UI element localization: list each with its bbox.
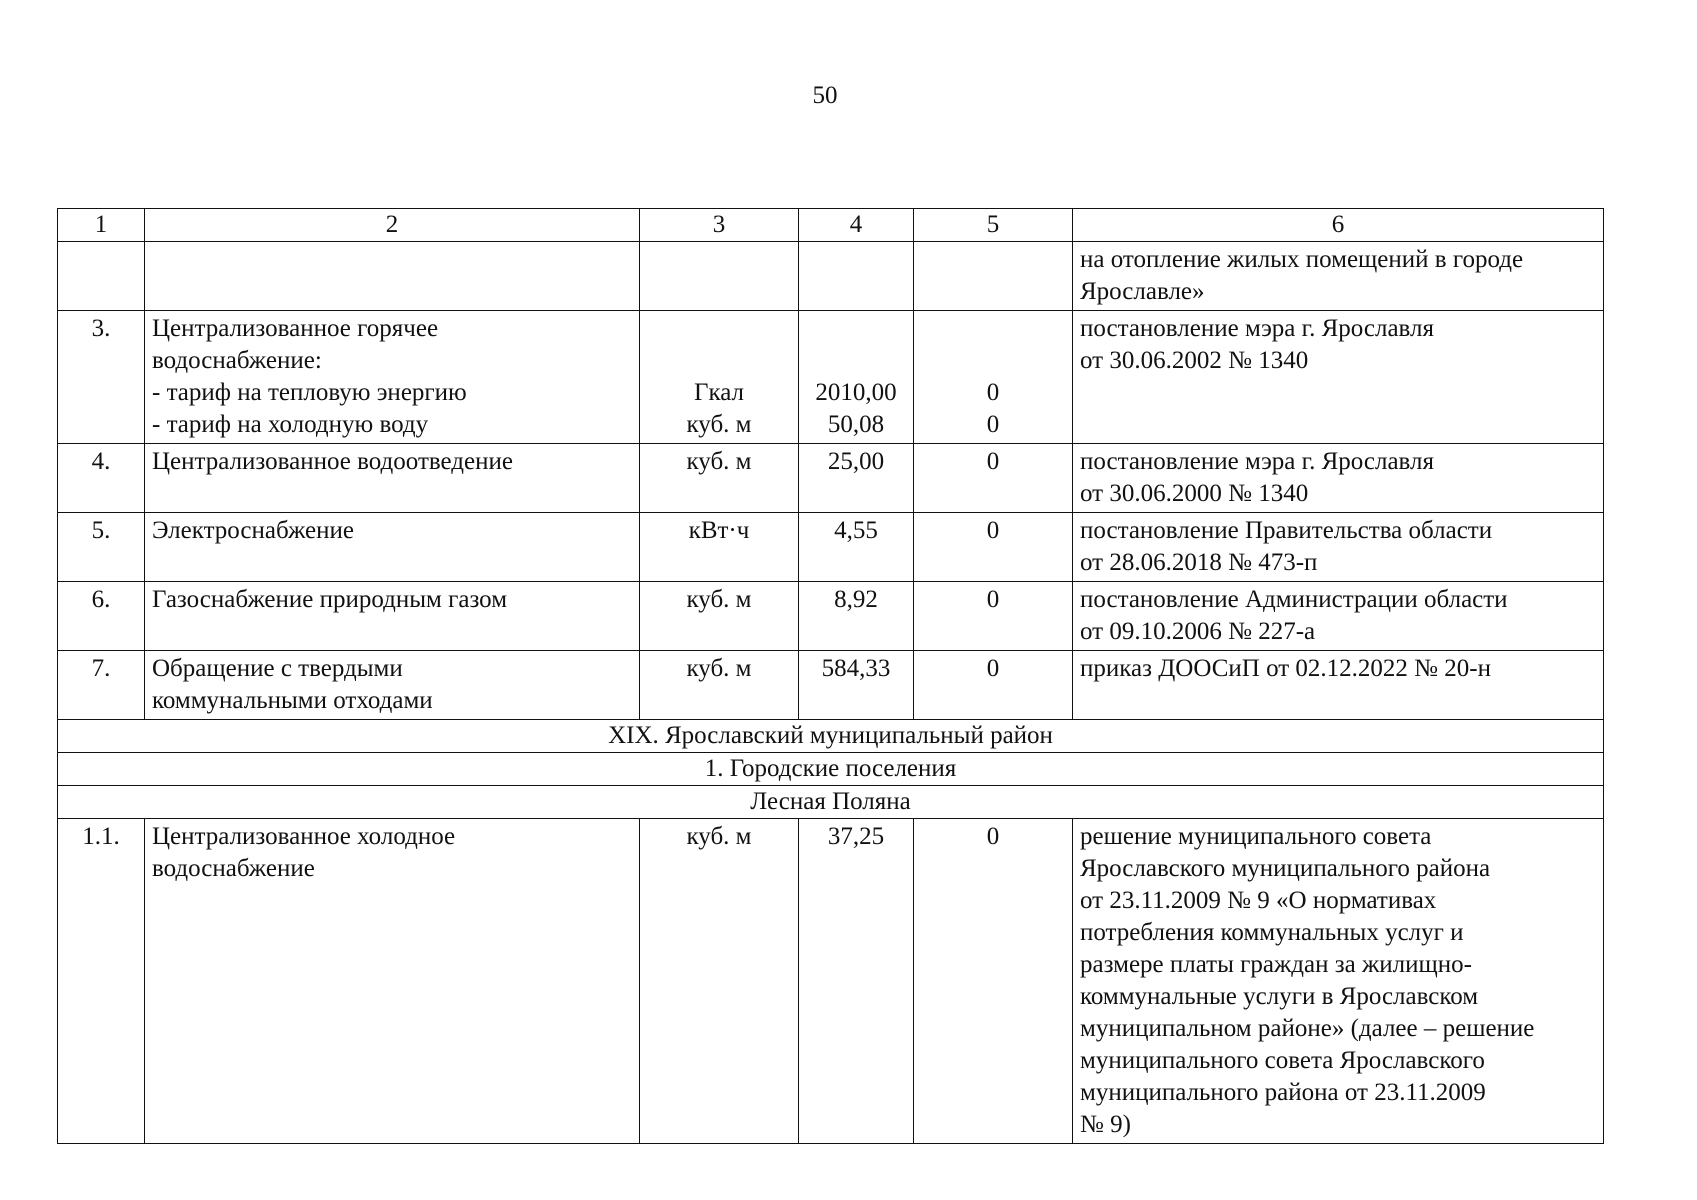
unit-cell: куб. м [640, 819, 799, 1144]
unit-cell: куб. м [640, 651, 799, 720]
unit-cell: куб. м [640, 582, 799, 651]
column-header: 4 [799, 209, 914, 242]
section-header-row [58, 786, 1604, 819]
section-header: 1. Городские поселения [58, 753, 1604, 786]
unit-value: Гкал [693, 379, 744, 406]
basis-cell: приказ ДООСиП от 02.12.2022 № 20-н [1073, 651, 1604, 720]
section-header: Лесная Поляна [58, 786, 1604, 819]
basis-cell: решение муниципального совета Ярославского муниципального района от 23.11.2009 № 9 «О нормативах потребления коммунальных услуг и размере платы граждан за жилищно- коммунальные услуги в Ярославском муниципальном районе» (далее – решение муниципального совета Ярославского муниципального района от 23.11.2009 № 9) [1073, 819, 1604, 1144]
row-number: 5. [58, 513, 145, 582]
unit-cell: куб. м [640, 444, 799, 513]
service-cell: Газоснабжение природным газом [145, 582, 640, 651]
col5-cell: 0 [914, 582, 1073, 651]
service-cell: Электроснабжение [145, 513, 640, 582]
column-header: 3 [640, 209, 799, 242]
table-row [58, 819, 1604, 1144]
table-row [58, 651, 1604, 720]
unit-cell: кВт·ч [640, 513, 799, 582]
row-number: 3. [58, 311, 145, 444]
column-header: 5 [914, 209, 1073, 242]
value-cell [799, 311, 914, 444]
service-cell: Централизованное водоотведение [145, 444, 640, 513]
basis-cell: постановление Администрации области от 09.10.2006 № 227-а [1073, 582, 1604, 651]
service-cell: Обращение с твердыми коммунальными отходами [145, 651, 640, 720]
col5-cell: 0 [914, 819, 1073, 1144]
col5-value: 0 [986, 379, 1000, 406]
column-header: 1 [58, 209, 145, 242]
service-cell [145, 311, 640, 444]
row-number: 6. [58, 582, 145, 651]
column-number-row [58, 209, 1604, 242]
page-number: 50 [812, 82, 838, 109]
basis-cell: постановление мэра г. Ярославля от 30.06.2000 № 1340 [1073, 444, 1604, 513]
basis-cell: постановление мэра г. Ярославля от 30.06.2002 № 1340 [1073, 311, 1604, 444]
unit-value: куб. м [686, 411, 752, 438]
col5-cell: 0 [914, 513, 1073, 582]
value-cell: 584,33 [799, 651, 914, 720]
row-number: 7. [58, 651, 145, 720]
service-line: - тариф на тепловую энергию [152, 379, 467, 406]
service-cell: Централизованное холодное водоснабжение [145, 819, 640, 1144]
table-row [58, 242, 1604, 311]
value-cell: 37,25 [799, 819, 914, 1144]
value-cell: 8,92 [799, 582, 914, 651]
row-number: 4. [58, 444, 145, 513]
table-row [58, 582, 1604, 651]
value-cell: 25,00 [799, 444, 914, 513]
table-row [58, 513, 1604, 582]
tariff-table [57, 208, 1604, 1144]
col5-cell [914, 311, 1073, 444]
service-line: - тариф на холодную воду [152, 411, 429, 438]
norm-value: 50,08 [827, 411, 885, 438]
basis-cell: на отопление жилых помещений в городе Ярославле» [1073, 242, 1604, 311]
section-header: XIX. Ярославский муниципальный район [58, 720, 1604, 753]
section-header-row [58, 753, 1604, 786]
col5-cell: 0 [914, 444, 1073, 513]
service-line: водоснабжение: [152, 347, 322, 374]
section-header-row [58, 720, 1604, 753]
col5-cell: 0 [914, 651, 1073, 720]
value-cell: 4,55 [799, 513, 914, 582]
table-row [58, 311, 1604, 444]
service-line: Централизованное горячее [152, 315, 439, 342]
table-row [58, 444, 1604, 513]
norm-value: 2010,00 [815, 379, 897, 406]
col5-value: 0 [986, 411, 1000, 438]
column-header: 6 [1073, 209, 1604, 242]
basis-cell: постановление Правительства области от 28.06.2018 № 473-п [1073, 513, 1604, 582]
row-number: 1.1. [58, 819, 145, 1144]
unit-cell [640, 311, 799, 444]
column-header: 2 [145, 209, 640, 242]
